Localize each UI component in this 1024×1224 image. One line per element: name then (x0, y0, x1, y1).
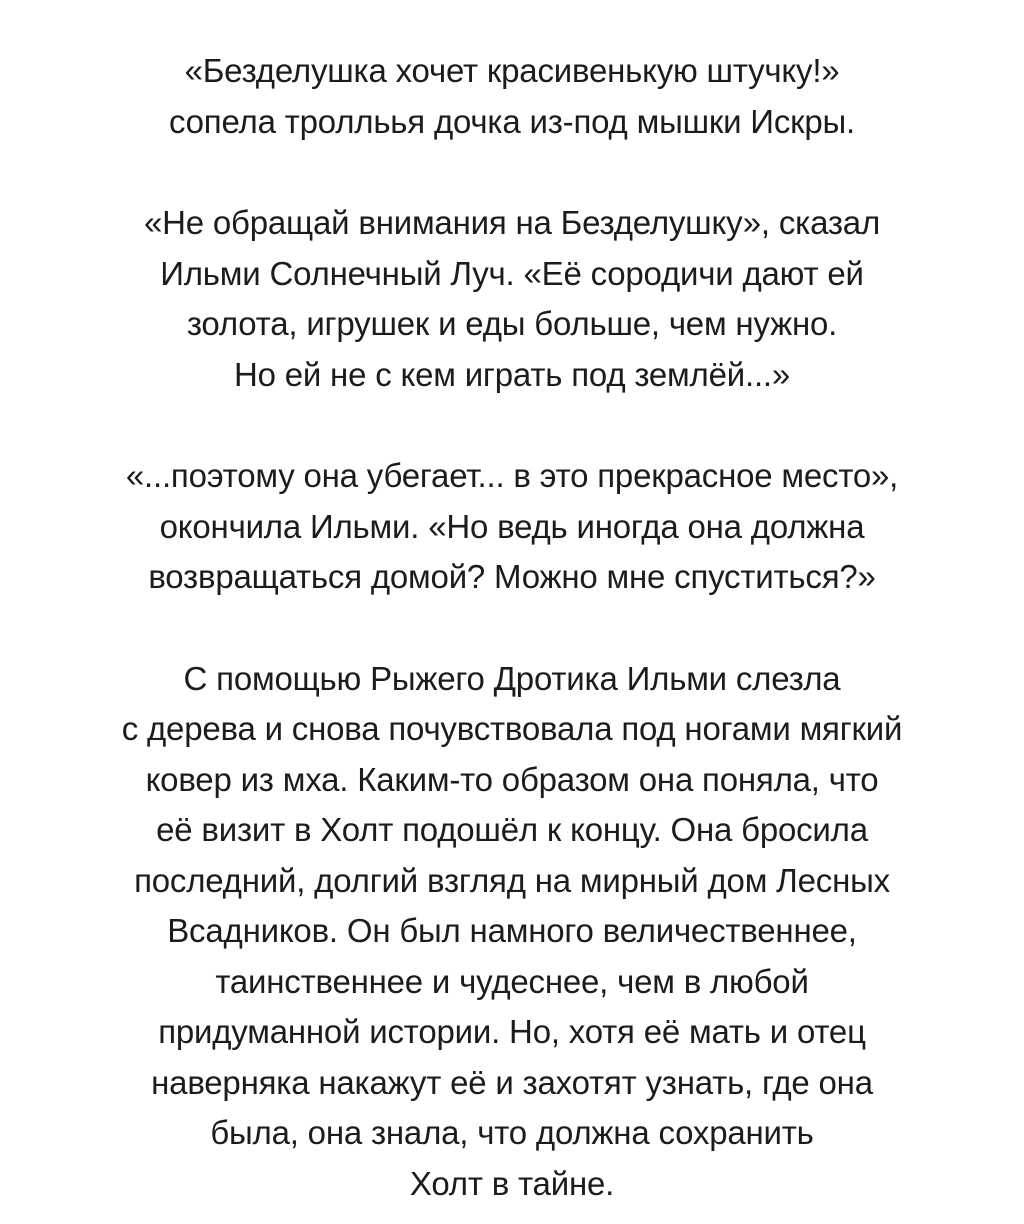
paragraph-1 (20, 46, 1004, 147)
text-line: была, она знала, что должна сохранить (210, 1114, 814, 1151)
text-line: Ильми Солнечный Луч. «Её сородичи дают ей (160, 254, 864, 292)
text-line: «...поэтому она убегает... в это прекрасное место», (125, 457, 899, 494)
text-line: Но ей не с кем играть под землёй...» (233, 355, 791, 393)
text-line: с дерева и снова почувствовала под ногами мягкий (121, 710, 903, 747)
text-line: золота, игрушек и еды больше, чем нужно. (186, 305, 838, 342)
text-line: окончила Ильми. «Но ведь иногда она должна (159, 507, 865, 545)
paragraph-3 (20, 451, 1004, 603)
text-line: наверняка накажут её и захотят узнать, где она (151, 1063, 873, 1101)
text-line: таинственнее и чудеснее, чем в любой (215, 962, 809, 1000)
paragraph-4 (20, 654, 1004, 1210)
text-line: «Не обращай внимания на Безделушку», сказал (143, 204, 881, 241)
text-line: последний, долгий взгляд на мирный дом Лесных (134, 861, 890, 899)
text-line: Холт в тайне. (409, 1164, 615, 1202)
text-line: «Безделушка хочет красивенькую штучку!» (184, 52, 840, 89)
text-line: С помощью Рыжего Дротика Ильми слезла (183, 659, 841, 697)
paragraph-2 (20, 198, 1004, 400)
text-line: ковер из мха. Каким-то образом она поняла, что (145, 760, 879, 798)
text-line: её визит в Холт подошёл к концу. Она бросила (156, 811, 868, 848)
text-line: сопела тролльья дочка из-под мышки Искры. (168, 102, 855, 140)
text-line: придуманной истории. Но, хотя её мать и отец (158, 1013, 866, 1050)
text-line: Всадников. Он был намного величественнее, (167, 912, 857, 949)
text-line: возвращаться домой? Можно мне спуститься?» (148, 558, 876, 595)
